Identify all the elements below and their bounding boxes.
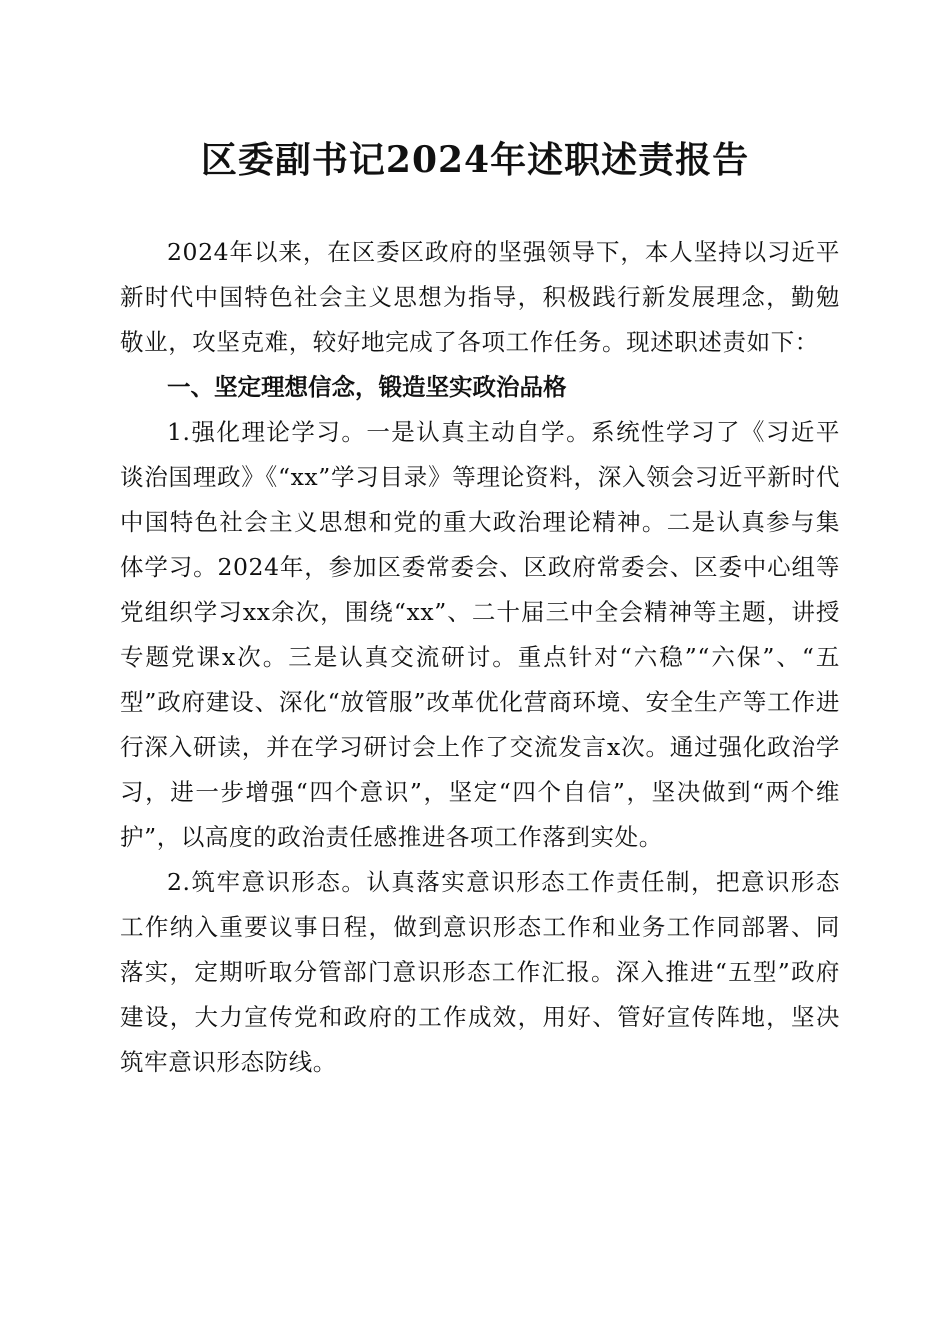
document-body <box>120 230 840 1085</box>
paragraph-theory-study: 1.强化理论学习。一是认真主动自学。系统性学习了《习近平谈治国理政》《“xx”学习目录》等理论资料，深入领会习近平新时代中国特色社会主义思想和党的重大政治理论精神。二是认真参与集体学习。2024年，参加区委常委会、区政府常委会、区委中心组等党组织学习xx余次，围绕“xx”、二十届三中全会精神等主题，讲授专题党课x次。三是认真交流研讨。重点针对“六稳”“六保”、“五型”政府建设、深化“放管服”改革优化营商环境、安全生产等工作进行深入研读，并在学习研讨会上作了交流发言x次。通过强化政治学习，进一步增强“四个意识”，坚定“四个自信”，坚决做到“两个维护”，以高度的政治责任感推进各项工作落到实处。 <box>120 418 840 851</box>
section-heading-1: 一、坚定理想信念，锻造坚实政治品格 <box>167 373 567 401</box>
paragraph-ideology: 2.筑牢意识形态。认真落实意识形态工作责任制，把意识形态工作纳入重要议事日程，做到意识形态工作和业务工作同部署、同落实，定期听取分管部门意识形态工作汇报。深入推进“五型”政府建设，大力宣传党和政府的工作成效，用好、管好宣传阵地，坚决筑牢意识形态防线。 <box>120 868 840 1076</box>
intro-paragraph: 2024年以来，在区委区政府的坚强领导下，本人坚持以习近平新时代中国特色社会主义思想为指导，积极践行新发展理念，勤勉敬业，攻坚克难，较好地完成了各项工作任务。现述职述责如下： <box>120 238 840 356</box>
document-title: 区委副书记2024年述职述责报告 <box>200 139 750 181</box>
